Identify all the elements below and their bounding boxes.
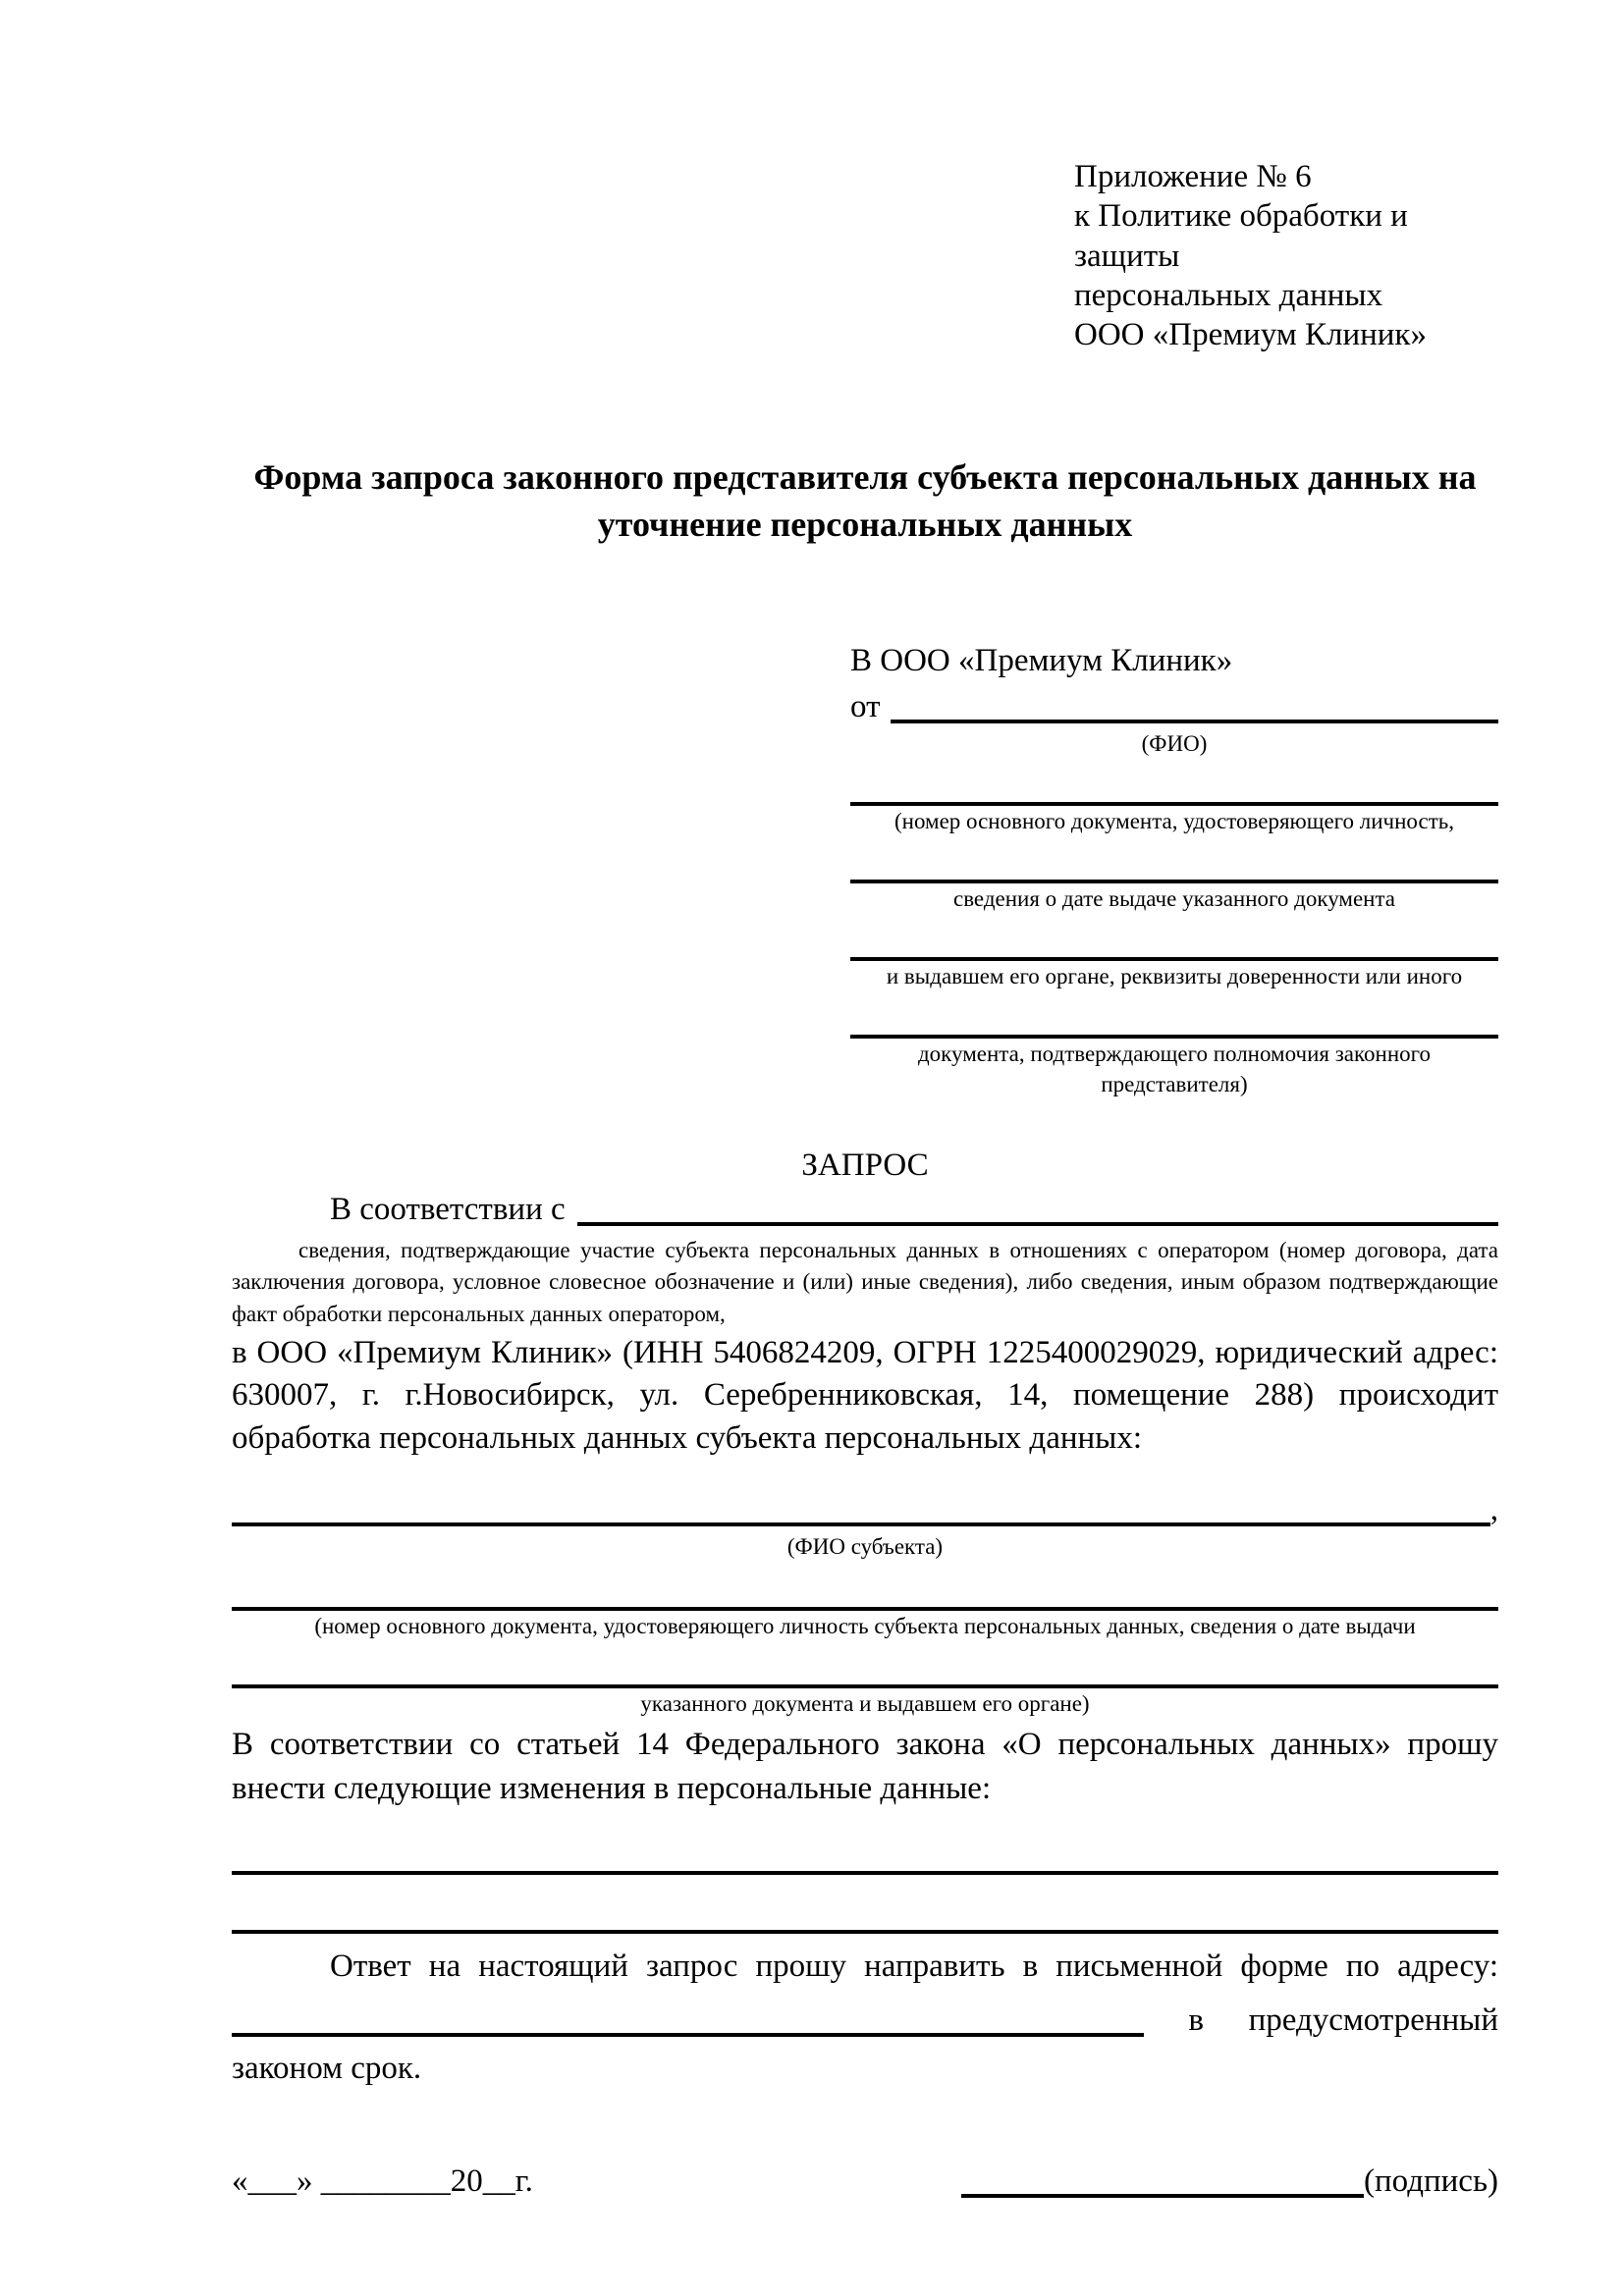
date-blank-line[interactable]: «___» ________20__г. bbox=[232, 2163, 533, 2200]
answer-paragraph-line-3: законом срок. bbox=[232, 2051, 422, 2087]
signature-caption: (подпись) bbox=[1364, 2163, 1498, 2200]
representative-fio-caption: (ФИО) bbox=[1141, 731, 1208, 757]
form-title: Форма запроса законного представителя субъекта персональных данных на уточнение персональных данных bbox=[253, 457, 1477, 544]
appendix-header bbox=[1074, 157, 1498, 354]
changes-blank-line-1[interactable] bbox=[232, 1871, 1498, 1875]
appendix-number-line: Приложение № 6 bbox=[1074, 159, 1312, 194]
addressee-block bbox=[850, 640, 1498, 1099]
intro-prefix: В соответствии с bbox=[330, 1192, 566, 1228]
appendix-policy-line: к Политике обработки и защиты bbox=[1074, 198, 1408, 274]
answer-paragraph-line-2 bbox=[232, 2000, 1498, 2042]
basis-blank-line[interactable] bbox=[577, 1222, 1498, 1226]
representative-doc-caption-4: документа, подтверждающего полномочия законного представителя) bbox=[917, 1041, 1431, 1097]
request-heading: ЗАПРОС bbox=[801, 1148, 929, 1184]
representative-doc-caption-1: (номер основного документа, удостоверяющего личность, bbox=[893, 809, 1454, 834]
subject-doc-caption-2: указанного документа и выдавшем его органе) bbox=[640, 1691, 1090, 1717]
subject-fio-blank-line[interactable] bbox=[232, 1522, 1490, 1526]
addressee-org-line: В ООО «Премиум Клиник» bbox=[850, 643, 1233, 679]
basis-caption: сведения, подтверждающие участие субъекта персональных данных в отношениях с оператором (номер договора, дата заключения договора, условное словесное обозначение и (или) иные сведения), либо сведения, иным образом подтверждающие факт обработки персональных данных оператором, bbox=[232, 1238, 1498, 1326]
signature-cell bbox=[961, 2161, 1498, 2203]
answer-word-v: в bbox=[1188, 2002, 1204, 2039]
subject-fio-comma: , bbox=[1489, 1492, 1498, 1528]
representative-doc-caption-3: и выдавшем его органе, реквизиты доверенности или иного bbox=[886, 964, 1463, 989]
subject-fio-caption: (ФИО субъекта) bbox=[786, 1534, 944, 1560]
appendix-org-line: ООО «Премиум Клиник» bbox=[1074, 317, 1427, 352]
answer-paragraph-line-1: Ответ на настоящий запрос прошу направить в письменной форме по адресу: bbox=[330, 1949, 1498, 1985]
subject-doc-caption-1: (номер основного документа, удостоверяющего личность субъекта персональных данных, сведения о дате выдачи bbox=[314, 1614, 1416, 1639]
from-label: от bbox=[850, 689, 881, 725]
subject-fio-row bbox=[232, 1489, 1498, 1531]
intro-row bbox=[232, 1189, 1498, 1231]
signature-blank-line[interactable] bbox=[961, 2194, 1364, 2198]
address-blank-line[interactable] bbox=[232, 2033, 1144, 2037]
changes-blank-line-2[interactable] bbox=[232, 1930, 1498, 1934]
representative-fio-blank-line[interactable] bbox=[891, 720, 1499, 723]
operator-paragraph: в ООО «Премиум Клиник» (ИНН 5406824209, ОГРН 1225400029029, юридический адрес: 630007, г. г.Новосибирск, ул. Серебренниковская, 14, помещение 288) происходит обработка персональных данных субъекта персональных данных: bbox=[232, 1334, 1498, 1456]
representative-doc-caption-2: сведения о дате выдаче указанного документа bbox=[952, 886, 1396, 912]
appendix-policy-line-2: персональных данных bbox=[1074, 277, 1383, 313]
from-row bbox=[850, 686, 1498, 728]
answer-word-predusmotrenny: предусмотренный bbox=[1248, 2002, 1498, 2039]
law-paragraph: В соответствии со статьей 14 Федерального закона «О персональных данных» прошу внести следующие изменения в персональные данные: bbox=[232, 1727, 1498, 1806]
footer-row bbox=[232, 2161, 1498, 2203]
